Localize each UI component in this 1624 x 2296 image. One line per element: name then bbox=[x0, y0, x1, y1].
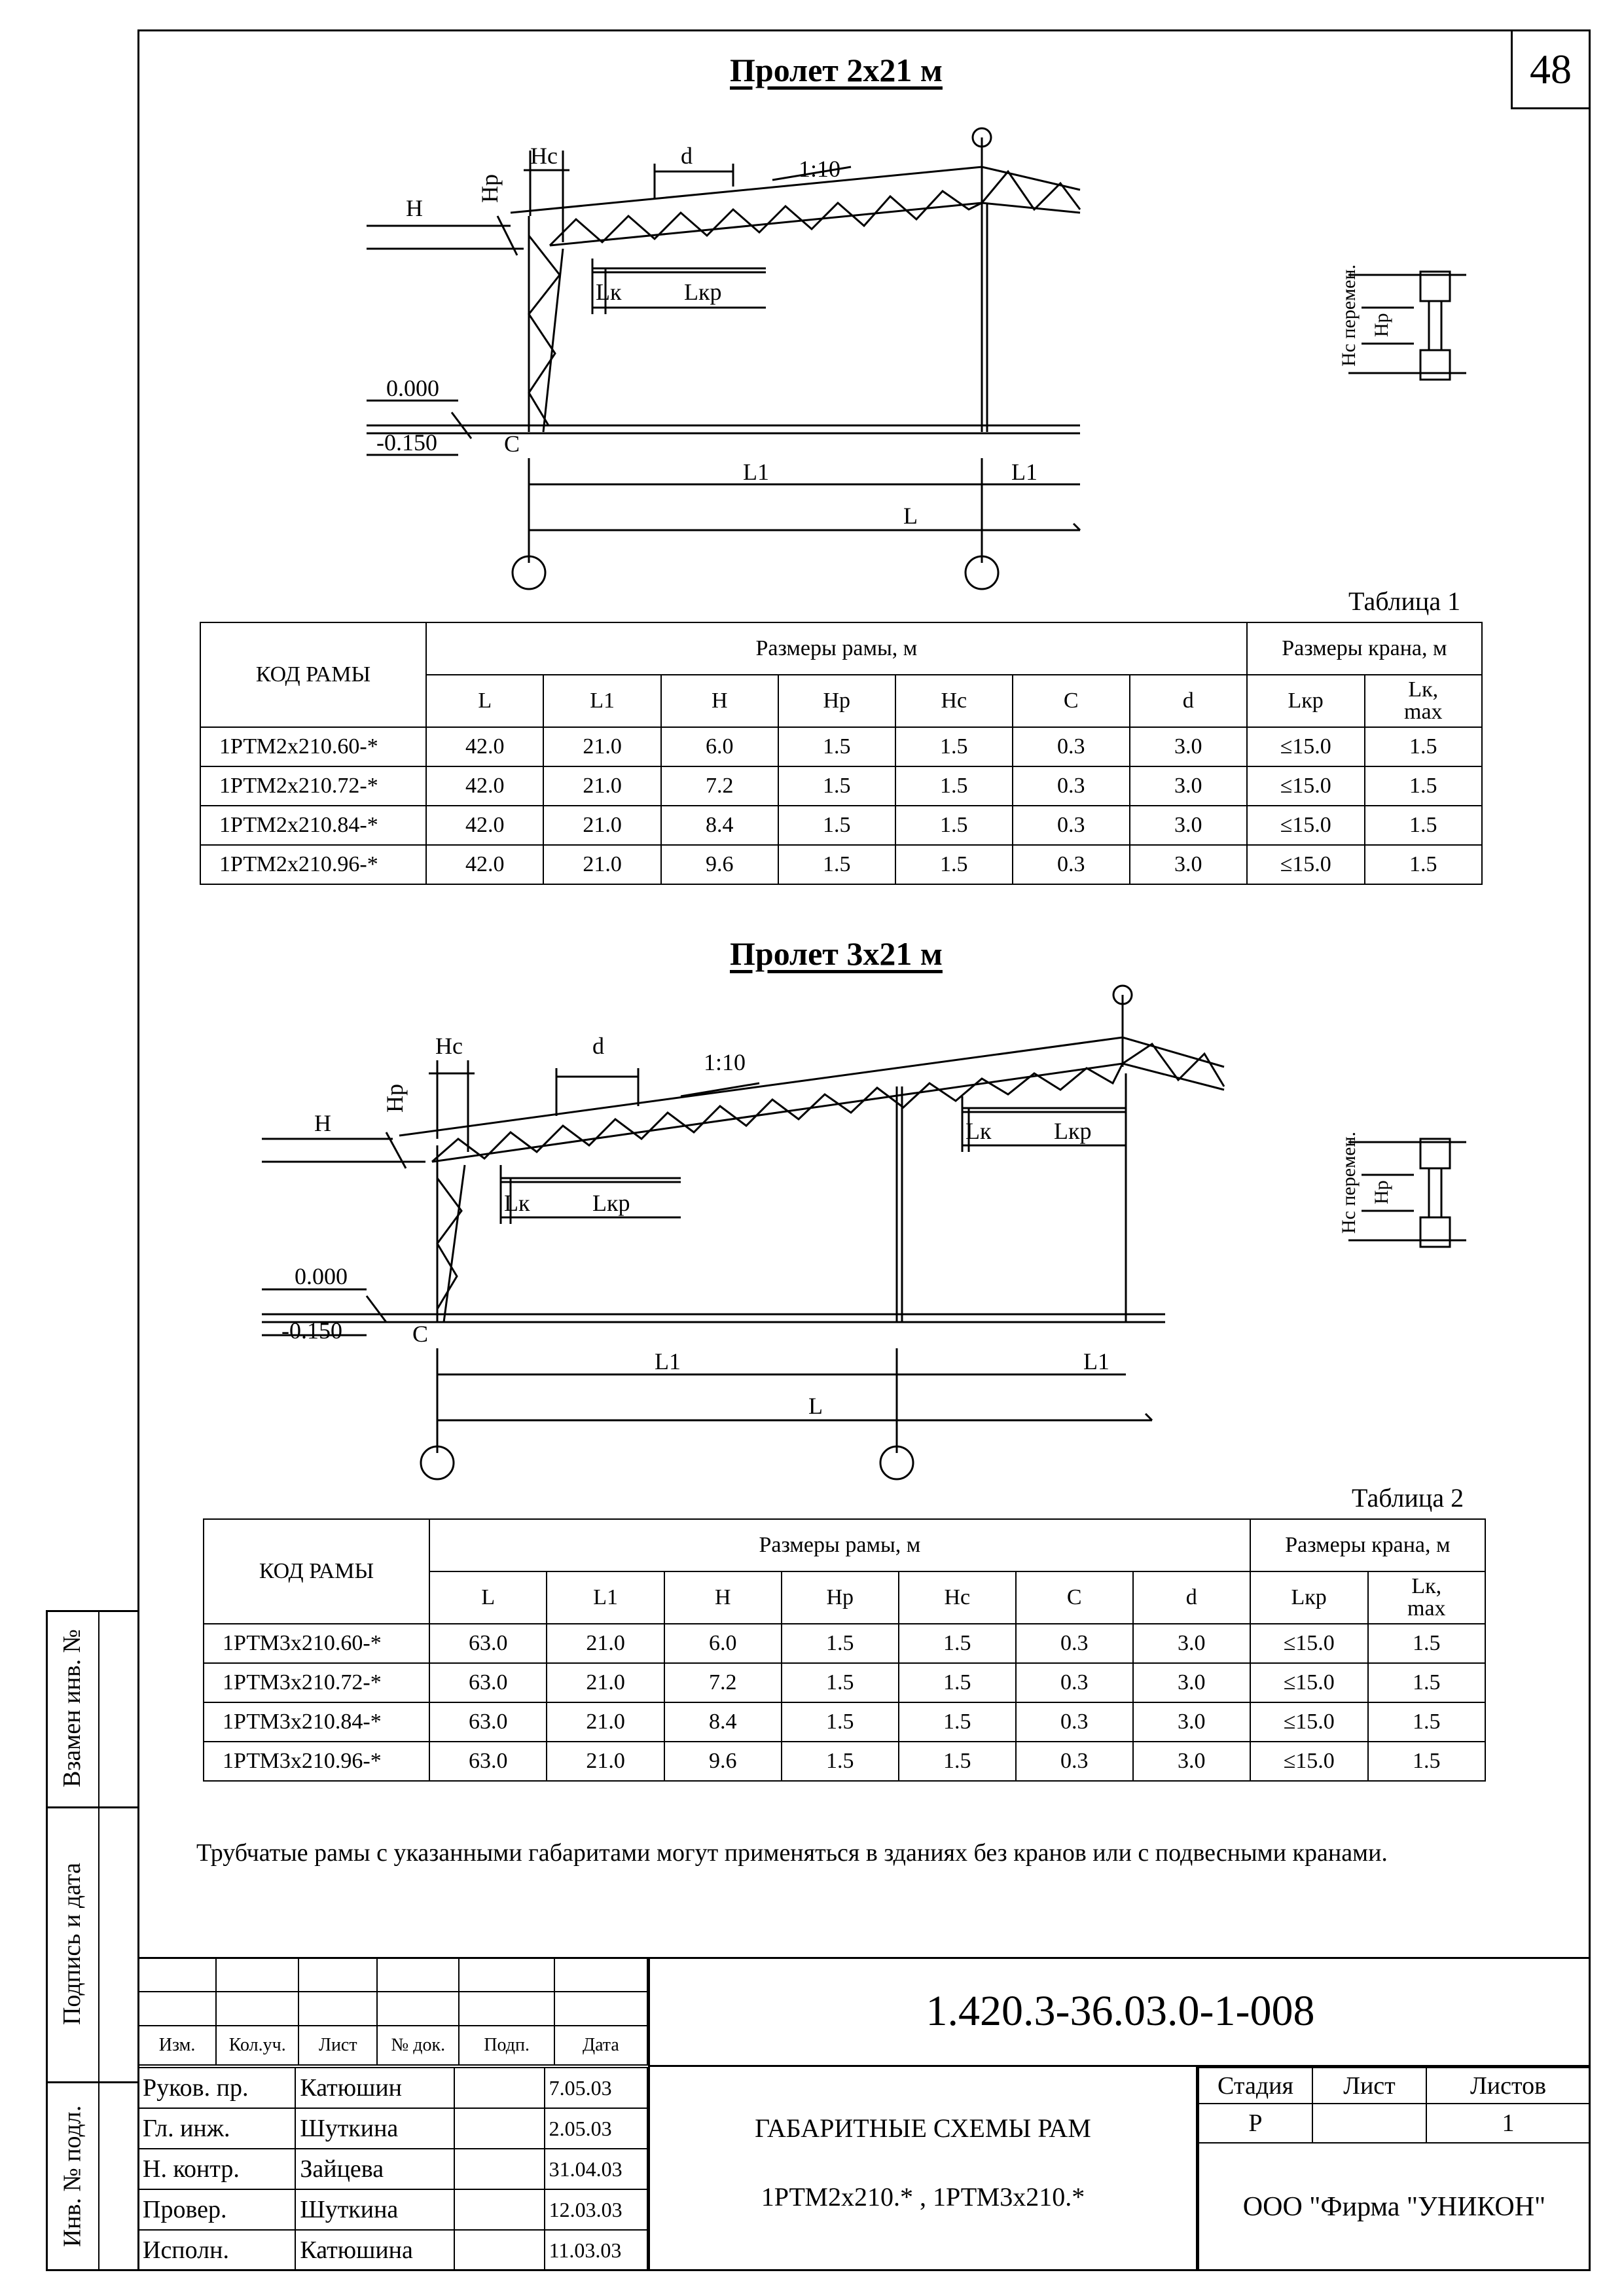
table-cell: ≤15.0 bbox=[1247, 845, 1365, 884]
doc-code-cell bbox=[648, 1957, 1591, 2067]
frame-diagram-3x21 bbox=[0, 956, 1624, 1499]
stamp-role: Н. контр. bbox=[138, 2149, 295, 2189]
frame-diagram-2x21 bbox=[0, 0, 1624, 602]
table-cell: 0.3 bbox=[1013, 766, 1130, 806]
table-cell: 42.0 bbox=[426, 727, 543, 766]
table-cell: 1.5 bbox=[778, 727, 895, 766]
column-header: Hс bbox=[899, 1571, 1016, 1624]
table-cell: 21.0 bbox=[547, 1702, 664, 1742]
table-cell: 21.0 bbox=[543, 766, 660, 806]
column-header: Lк, max bbox=[1368, 1571, 1485, 1624]
table2-caption: Таблица 2 bbox=[1352, 1483, 1464, 1513]
table-cell: 6.0 bbox=[661, 727, 778, 766]
table-cell: 1.5 bbox=[782, 1624, 899, 1663]
table-cell: 1.5 bbox=[1368, 1742, 1485, 1781]
table-cell: 0.3 bbox=[1016, 1742, 1133, 1781]
stamp-date: 31.04.03 bbox=[545, 2149, 647, 2189]
dim-label-hp: Hр bbox=[477, 174, 503, 203]
stamp-person-row bbox=[138, 2230, 647, 2270]
table-cell: 3.0 bbox=[1130, 845, 1247, 884]
stage-head: Стадия bbox=[1199, 2068, 1312, 2104]
table-row bbox=[204, 1742, 1485, 1781]
dim-label-lk: Lк bbox=[504, 1190, 530, 1216]
dim-label-hc: Hс bbox=[435, 1033, 463, 1059]
stamp-column-header: № док. bbox=[377, 2026, 459, 2065]
column-header: C bbox=[1013, 675, 1130, 727]
dim-label-l1: L1 bbox=[743, 459, 769, 485]
table-cell: ≤15.0 bbox=[1250, 1702, 1368, 1742]
dim-label-lkr: Lкр bbox=[592, 1190, 630, 1216]
stamp-role: Исполн. bbox=[138, 2230, 295, 2270]
stamp-name: Катюшина bbox=[295, 2230, 454, 2270]
table-cell: 3.0 bbox=[1130, 727, 1247, 766]
sheets-value: 1 bbox=[1426, 2104, 1590, 2143]
table-cell: 3.0 bbox=[1133, 1663, 1250, 1702]
table-cell: 0.3 bbox=[1016, 1663, 1133, 1702]
table-cell: 21.0 bbox=[543, 806, 660, 845]
stamp-signature bbox=[454, 2230, 545, 2270]
drawing-title-cell bbox=[648, 2067, 1198, 2271]
table-cell: 21.0 bbox=[543, 727, 660, 766]
table-cell: 1.5 bbox=[1368, 1624, 1485, 1663]
stamp-column-header: Подп. bbox=[459, 2026, 554, 2065]
stamp-column-header: Лист bbox=[298, 2026, 377, 2065]
column-header: H bbox=[661, 675, 778, 727]
table-cell: 0.3 bbox=[1013, 727, 1130, 766]
dim-label-l1-right: L1 bbox=[1083, 1348, 1110, 1374]
stamp-name: Зайцева bbox=[295, 2149, 454, 2189]
stage-value: Р bbox=[1199, 2104, 1312, 2143]
stamp-revisions bbox=[137, 1957, 648, 2066]
level-0: 0.000 bbox=[386, 375, 439, 401]
table-cell: 3.0 bbox=[1133, 1624, 1250, 1663]
dim-label-l1: L1 bbox=[655, 1348, 681, 1374]
column-header: H bbox=[664, 1571, 782, 1624]
table-cell: 63.0 bbox=[429, 1663, 547, 1702]
table-row bbox=[204, 1702, 1485, 1742]
table-cell: 63.0 bbox=[429, 1742, 547, 1781]
stamp-role: Гл. инж. bbox=[138, 2108, 295, 2149]
table-row bbox=[204, 1663, 1485, 1702]
table-cell: 21.0 bbox=[547, 1624, 664, 1663]
table-cell: 3.0 bbox=[1130, 766, 1247, 806]
column-header: C bbox=[1016, 1571, 1133, 1624]
column-header: L1 bbox=[547, 1571, 664, 1624]
stamp-person-row bbox=[138, 2189, 647, 2230]
table2 bbox=[203, 1518, 1486, 1782]
note-text: Трубчатые рамы с указанными габаритами могут применяться в зданиях без кранов или с подвесными кранами. bbox=[196, 1839, 1388, 1867]
table-cell: 1.5 bbox=[1368, 1663, 1485, 1702]
table-cell: ≤15.0 bbox=[1250, 1624, 1368, 1663]
table-cell: 1.5 bbox=[778, 845, 895, 884]
table-cell: 1РТМ3х210.72-* bbox=[204, 1663, 429, 1702]
drawing-title-line2: 1РТМ2х210.* , 1РТМ3х210.* bbox=[761, 2182, 1085, 2212]
dim-label-hp: Hр bbox=[382, 1084, 408, 1113]
table-cell: 1РТМ2х210.72-* bbox=[200, 766, 426, 806]
column-header: L bbox=[429, 1571, 547, 1624]
header-frame-dims: Размеры рамы, м bbox=[429, 1519, 1250, 1571]
stamp-date: 11.03.03 bbox=[545, 2230, 647, 2270]
table-cell: ≤15.0 bbox=[1247, 727, 1365, 766]
table-cell: ≤15.0 bbox=[1250, 1742, 1368, 1781]
dim-label-d: d bbox=[681, 143, 693, 169]
table-cell: 1.5 bbox=[782, 1702, 899, 1742]
table-row bbox=[200, 766, 1482, 806]
table-cell: 1.5 bbox=[1365, 845, 1482, 884]
table-row bbox=[200, 806, 1482, 845]
dim-label-lk: Lк bbox=[596, 279, 622, 305]
table-cell: 1.5 bbox=[1368, 1702, 1485, 1742]
dim-label-h: H bbox=[406, 195, 423, 221]
table-cell: 0.3 bbox=[1013, 845, 1130, 884]
header-frame-dims: Размеры рамы, м bbox=[426, 622, 1247, 675]
table-row bbox=[200, 845, 1482, 884]
stamp-name: Катюшин bbox=[295, 2068, 454, 2108]
table-cell: 1.5 bbox=[899, 1663, 1016, 1702]
stamp-stage bbox=[1198, 2067, 1591, 2270]
dim-label-lk-right: Lк bbox=[965, 1118, 992, 1144]
table-cell: 63.0 bbox=[429, 1702, 547, 1742]
level-1: -0.150 bbox=[281, 1318, 342, 1344]
table-cell: 1.5 bbox=[899, 1742, 1016, 1781]
table-row bbox=[204, 1624, 1485, 1663]
table-cell: 3.0 bbox=[1133, 1742, 1250, 1781]
level-0: 0.000 bbox=[295, 1263, 348, 1289]
table-cell: 1РТМ3х210.60-* bbox=[204, 1624, 429, 1663]
column-header: Lкр bbox=[1247, 675, 1365, 727]
table-cell: 1РТМ2х210.96-* bbox=[200, 845, 426, 884]
detail-label-hp: Hр bbox=[1371, 1180, 1392, 1204]
side-label-sign: Подпись и дата bbox=[58, 1862, 86, 2026]
dim-label-c: C bbox=[412, 1321, 429, 1347]
header-crane-dims: Размеры крана, м bbox=[1250, 1519, 1485, 1571]
table-cell: 1.5 bbox=[895, 766, 1013, 806]
stamp-role: Провер. bbox=[138, 2189, 295, 2230]
dim-label-hc: Hс bbox=[530, 143, 558, 169]
table-cell: 1.5 bbox=[1365, 727, 1482, 766]
table-cell: 1.5 bbox=[778, 806, 895, 845]
detail-label-hc: Hс перемен. bbox=[1338, 264, 1360, 367]
dim-label-c: C bbox=[504, 431, 520, 457]
detail-label-hc: Hс перемен. bbox=[1338, 1131, 1360, 1234]
dim-label-d: d bbox=[592, 1033, 604, 1059]
table-cell: 1.5 bbox=[1365, 806, 1482, 845]
table-cell: 1.5 bbox=[895, 806, 1013, 845]
stamp-column-header: Кол.уч. bbox=[216, 2026, 298, 2065]
table-cell: 1РТМ3х210.84-* bbox=[204, 1702, 429, 1742]
table-cell: 63.0 bbox=[429, 1624, 547, 1663]
stamp-person-row bbox=[138, 2149, 647, 2189]
stamp-column-header: Изм. bbox=[138, 2026, 216, 2065]
sheets-head: Листов bbox=[1426, 2068, 1590, 2104]
column-header: L1 bbox=[543, 675, 660, 727]
table-cell: 42.0 bbox=[426, 845, 543, 884]
side-strip-divider-v bbox=[98, 1610, 99, 2271]
column-header: d bbox=[1133, 1571, 1250, 1624]
table-cell: ≤15.0 bbox=[1247, 806, 1365, 845]
table-cell: 1РТМ3х210.96-* bbox=[204, 1742, 429, 1781]
table-cell: 1.5 bbox=[782, 1663, 899, 1702]
doc-code: 1.420.3-36.03.0-1-008 bbox=[926, 1986, 1315, 2035]
table-cell: 1РТМ2х210.60-* bbox=[200, 727, 426, 766]
header-code: КОД РАМЫ bbox=[204, 1519, 429, 1624]
table-cell: 1.5 bbox=[1365, 766, 1482, 806]
sheet-number: 48 bbox=[1511, 29, 1591, 109]
company-name: ООО "Фирма "УНИКОН" bbox=[1199, 2143, 1590, 2270]
table-cell: 0.3 bbox=[1016, 1702, 1133, 1742]
table-cell: 1.5 bbox=[899, 1624, 1016, 1663]
table-cell: 21.0 bbox=[543, 845, 660, 884]
table-cell: 7.2 bbox=[661, 766, 778, 806]
table1 bbox=[200, 622, 1483, 885]
table-cell: 21.0 bbox=[547, 1742, 664, 1781]
table-cell: 9.6 bbox=[664, 1742, 782, 1781]
column-header: Hс bbox=[895, 675, 1013, 727]
table-cell: 8.4 bbox=[664, 1702, 782, 1742]
stamp-name: Шуткина bbox=[295, 2189, 454, 2230]
column-header: Lк, max bbox=[1365, 675, 1482, 727]
dim-label-slope: 1:10 bbox=[799, 156, 841, 182]
sheet-value bbox=[1312, 2104, 1426, 2143]
table-cell: ≤15.0 bbox=[1250, 1663, 1368, 1702]
table-cell: 1.5 bbox=[899, 1702, 1016, 1742]
level-1: -0.150 bbox=[376, 429, 437, 456]
header-code: КОД РАМЫ bbox=[200, 622, 426, 727]
side-label-inv: Инв. № подл. bbox=[58, 2105, 86, 2248]
stamp-signature bbox=[454, 2108, 545, 2149]
table-cell: 0.3 bbox=[1016, 1624, 1133, 1663]
stamp-signature bbox=[454, 2068, 545, 2108]
detail-label-hp: Hр bbox=[1371, 313, 1392, 337]
dim-label-lkr: Lкр bbox=[684, 279, 722, 305]
table-cell: 21.0 bbox=[547, 1663, 664, 1702]
stamp-signature bbox=[454, 2189, 545, 2230]
table-cell: 1.5 bbox=[895, 727, 1013, 766]
table-cell: ≤15.0 bbox=[1247, 766, 1365, 806]
stamp-role: Руков. пр. bbox=[138, 2068, 295, 2108]
stamp-date: 7.05.03 bbox=[545, 2068, 647, 2108]
column-header: Hр bbox=[778, 675, 895, 727]
section1-title: Пролет 2х21 м bbox=[730, 52, 943, 88]
table-cell: 6.0 bbox=[664, 1624, 782, 1663]
stamp-name: Шуткина bbox=[295, 2108, 454, 2149]
table-cell: 8.4 bbox=[661, 806, 778, 845]
sheet-head: Лист bbox=[1312, 2068, 1426, 2104]
table-cell: 1РТМ2х210.84-* bbox=[200, 806, 426, 845]
table-cell: 1.5 bbox=[895, 845, 1013, 884]
stamp-people bbox=[137, 2067, 648, 2271]
stamp-signature bbox=[454, 2149, 545, 2189]
table-row bbox=[200, 727, 1482, 766]
side-label-replace: Взамен инв. № bbox=[58, 1629, 86, 1787]
drawing-title-line1: ГАБАРИТНЫЕ СХЕМЫ РАМ bbox=[755, 2113, 1091, 2143]
table1-caption: Таблица 1 bbox=[1348, 586, 1461, 616]
table-cell: 42.0 bbox=[426, 806, 543, 845]
table-cell: 42.0 bbox=[426, 766, 543, 806]
column-header: d bbox=[1130, 675, 1247, 727]
table-cell: 1.5 bbox=[778, 766, 895, 806]
table-cell: 3.0 bbox=[1133, 1702, 1250, 1742]
table-cell: 0.3 bbox=[1013, 806, 1130, 845]
dim-label-slope: 1:10 bbox=[704, 1049, 746, 1075]
section2-title: Пролет 3х21 м bbox=[730, 935, 943, 972]
column-header: Lкр bbox=[1250, 1571, 1368, 1624]
dim-label-l: L bbox=[903, 503, 918, 529]
table-cell: 7.2 bbox=[664, 1663, 782, 1702]
table-cell: 9.6 bbox=[661, 845, 778, 884]
dim-label-h: H bbox=[314, 1110, 331, 1136]
dim-label-l1-right: L1 bbox=[1011, 459, 1038, 485]
column-header: L bbox=[426, 675, 543, 727]
dim-label-l: L bbox=[808, 1393, 823, 1419]
stamp-person-row bbox=[138, 2068, 647, 2108]
table-cell: 1.5 bbox=[782, 1742, 899, 1781]
stamp-date: 2.05.03 bbox=[545, 2108, 647, 2149]
stamp-column-header: Дата bbox=[554, 2026, 647, 2065]
dim-label-lkr-right: Lкр bbox=[1054, 1118, 1092, 1144]
stamp-person-row bbox=[138, 2108, 647, 2149]
stamp-date: 12.03.03 bbox=[545, 2189, 647, 2230]
column-header: Hр bbox=[782, 1571, 899, 1624]
header-crane-dims: Размеры крана, м bbox=[1247, 622, 1482, 675]
table-cell: 3.0 bbox=[1130, 806, 1247, 845]
